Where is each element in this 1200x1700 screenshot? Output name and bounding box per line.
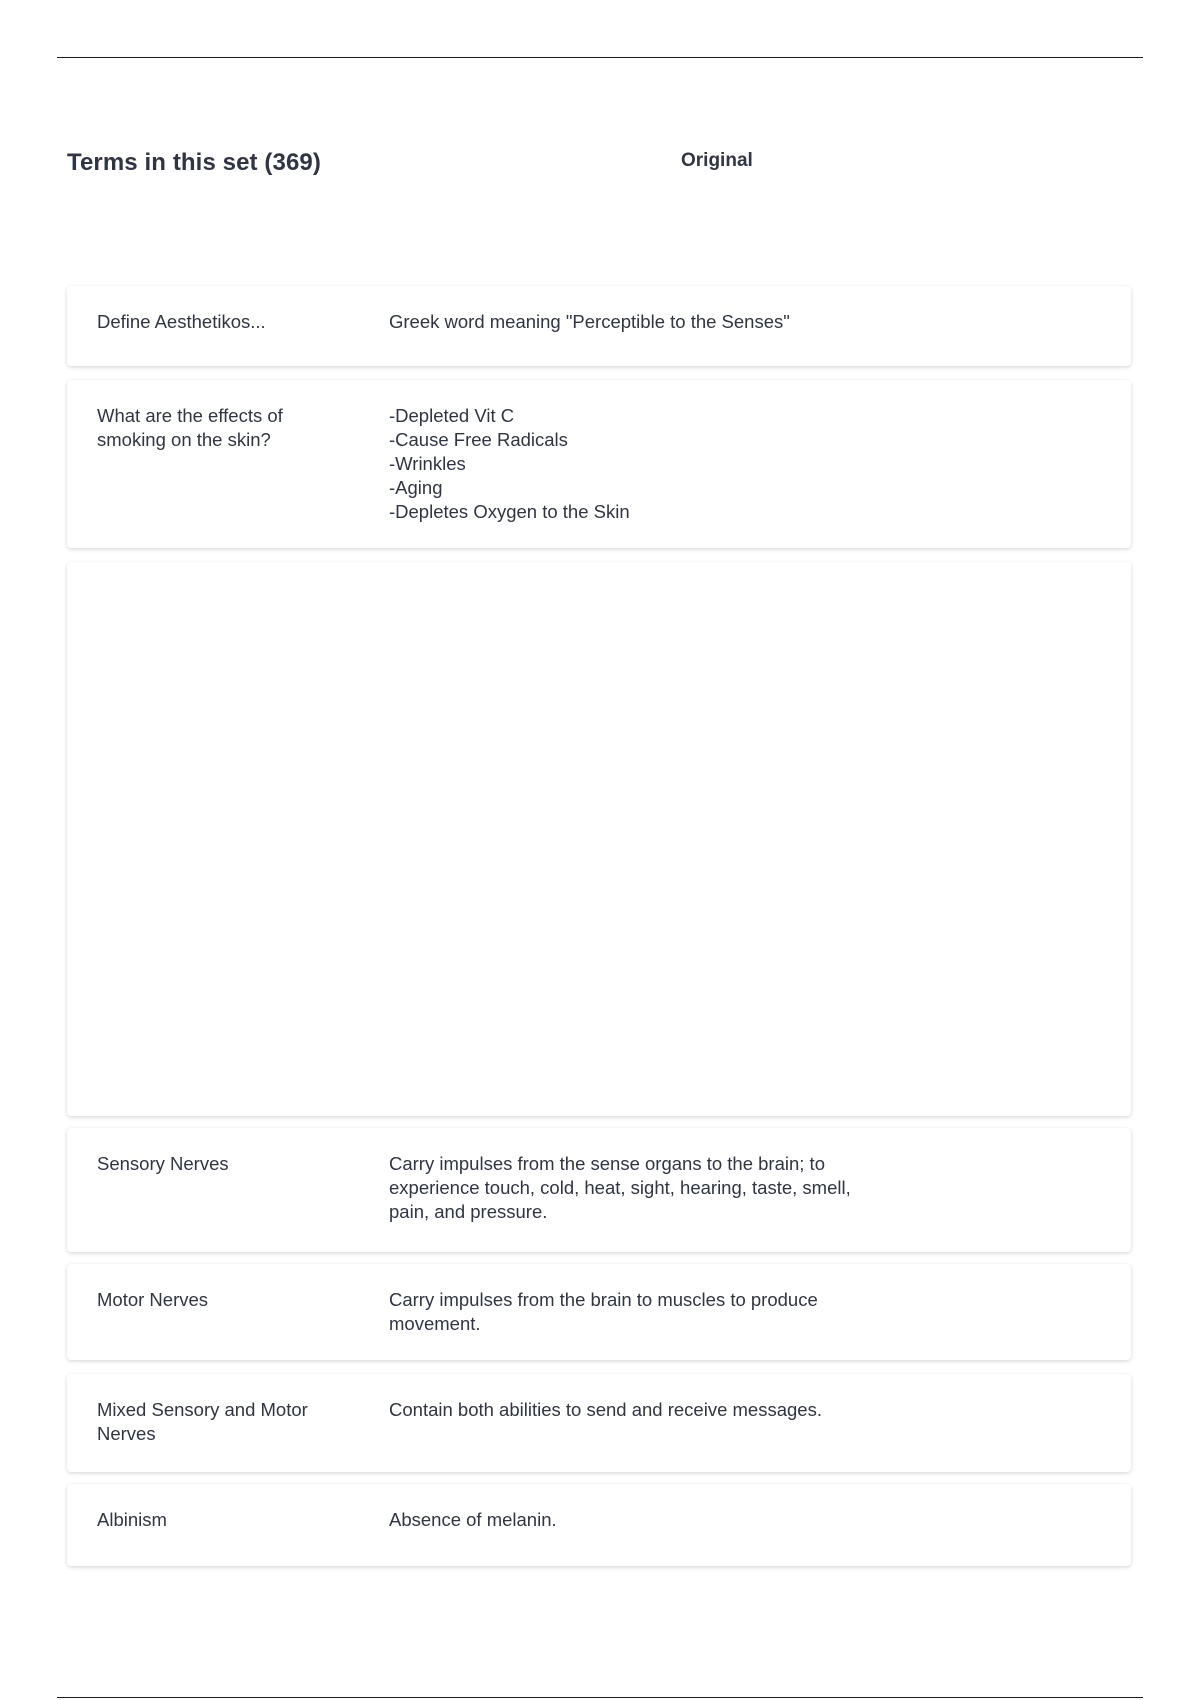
term-text: Mixed Sensory and Motor Nerves — [97, 1399, 308, 1444]
bottom-divider — [57, 1697, 1143, 1698]
term-card — [67, 1484, 1131, 1566]
term-card-blank — [67, 562, 1131, 1116]
definition-text: -Depleted Vit C -Cause Free Radicals -Wrinkles -Aging -Depletes Oxygen to the Skin — [389, 405, 630, 522]
term-card — [67, 286, 1131, 366]
term-text: Define Aesthetikos... — [97, 311, 266, 332]
definition-text: Contain both abilities to send and receive messages. — [389, 1399, 822, 1420]
term-card — [67, 1264, 1131, 1360]
term-card — [67, 380, 1131, 548]
terms-set-title: Terms in this set (369) — [67, 149, 321, 176]
term-text: What are the effects of smoking on the skin? — [97, 405, 283, 450]
term-text: Motor Nerves — [97, 1289, 209, 1310]
definition-text: Carry impulses from the brain to muscles to produce movement. — [389, 1289, 818, 1334]
definition-text: Greek word meaning "Perceptible to the Senses" — [389, 311, 790, 332]
term-card — [67, 1128, 1131, 1252]
term-text: Sensory Nerves — [97, 1153, 229, 1174]
definition-text: Carry impulses from the sense organs to the brain; to experience touch, cold, heat, sight, hearing, taste, smell, pain, and pressure. — [389, 1153, 851, 1222]
definition-text: Absence of melanin. — [389, 1509, 557, 1530]
term-card — [67, 1374, 1131, 1472]
original-column-label: Original — [681, 150, 753, 171]
term-text: Albinism — [97, 1509, 167, 1530]
top-divider — [57, 57, 1143, 58]
